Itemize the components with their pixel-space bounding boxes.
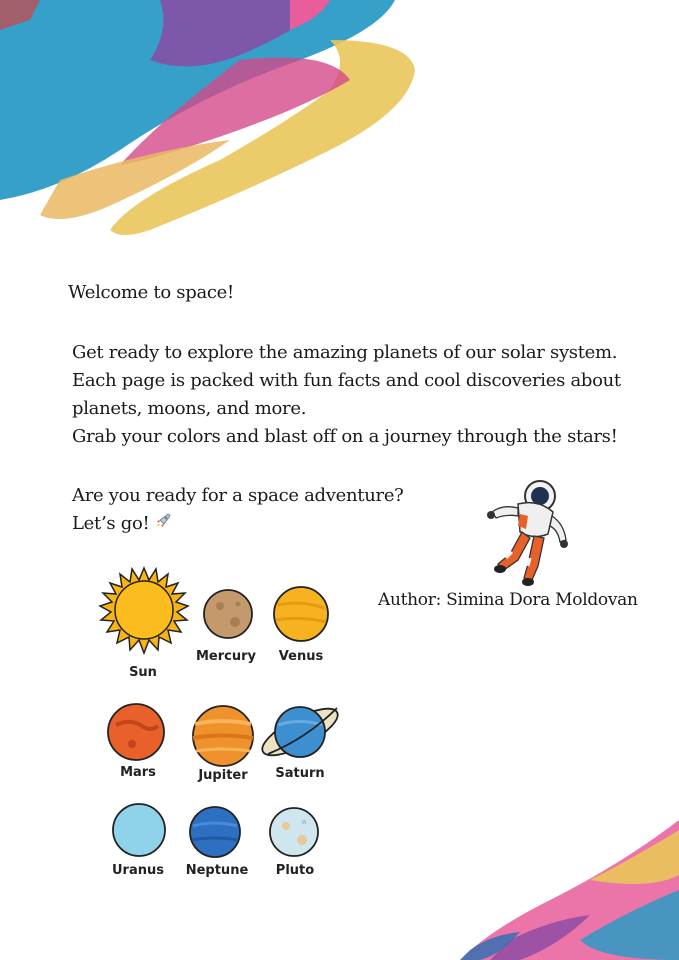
planet-label-mars: Mars (120, 765, 156, 780)
intro-paragraph (72, 339, 621, 451)
saturn-icon (256, 700, 343, 764)
planet-label-neptune: Neptune (185, 863, 249, 878)
intro-line: Grab your colors and blast off on a journey through the stars! (72, 426, 618, 447)
intro-line: Get ready to explore the amazing planets of our solar system. (72, 342, 618, 363)
uranus-icon (113, 804, 165, 856)
sun-icon (100, 568, 188, 653)
pluto-icon (270, 808, 318, 856)
lets-go-line (72, 510, 404, 539)
intro-line: planets, moons, and more. (72, 398, 307, 419)
intro-line: Each page is packed with fun facts and cool discoveries about (72, 370, 621, 391)
planets-illustration (92, 560, 352, 890)
mercury-icon (204, 590, 252, 638)
planet-label-venus: Venus (278, 649, 324, 664)
planet-label-uranus: Uranus (112, 863, 164, 878)
mars-icon (108, 704, 164, 760)
venus-icon (274, 587, 328, 641)
jupiter-icon (193, 706, 253, 766)
planet-label-pluto: Pluto (275, 863, 315, 878)
planet-label-saturn: Saturn (275, 766, 325, 781)
adventure-question: Are you ready for a space adventure? (72, 485, 404, 506)
adventure-prompt (72, 482, 404, 539)
planet-label-mercury: Mercury (195, 649, 256, 664)
brush-stroke-bottom-decoration (450, 820, 679, 960)
rocket-icon (155, 511, 171, 539)
lets-go-text: Let’s go! (72, 513, 150, 534)
welcome-heading: Welcome to space! (68, 282, 234, 303)
astronaut-illustration (478, 474, 578, 592)
neptune-icon (190, 807, 240, 857)
brush-stroke-top-decoration (0, 0, 430, 260)
planet-label-jupiter: Jupiter (198, 768, 248, 783)
author-credit: Author: Simina Dora Moldovan (378, 590, 638, 610)
planet-label-sun: Sun (129, 665, 157, 680)
